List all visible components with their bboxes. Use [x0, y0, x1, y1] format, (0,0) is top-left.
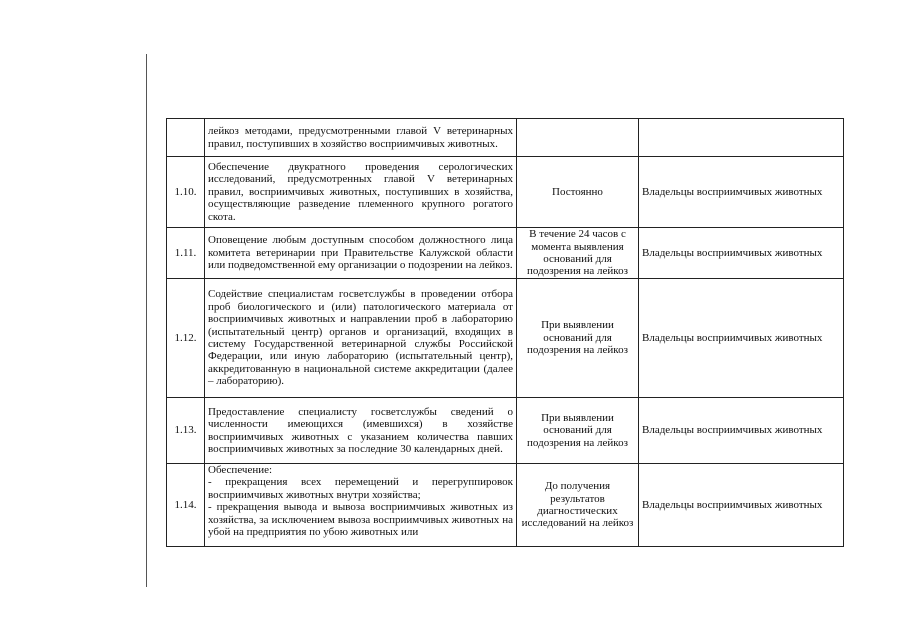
measure-line: - прекращения вывода и вывоза восприимчивых животных из хозяйства, за исключением вывоза восприимчивых животных на убой на предприятия по убою животных или: [208, 501, 513, 539]
responsible-text: Владельцы восприимчивых животных: [639, 464, 844, 547]
term-text: В течение 24 часов с момента выявления оснований для подозрения на лейкоз: [517, 228, 639, 279]
row-number: [167, 119, 205, 157]
term-text: [517, 119, 639, 157]
responsible-text: [639, 119, 844, 157]
measure-text: лейкоз методами, предусмотренными главой V ветеринарных правил, поступивших в хозяйство восприимчивых животных.: [205, 119, 517, 157]
row-number: 1.11.: [167, 228, 205, 279]
term-text: До получения результатов диагностических исследований на лейкоз: [517, 464, 639, 547]
term-text: При выявлении оснований для подозрения на лейкоз: [517, 398, 639, 464]
measure-text: [205, 464, 517, 547]
responsible-text: Владельцы восприимчивых животных: [639, 398, 844, 464]
measure-text: Обеспечение двукратного проведения серологических исследований, предусмотренных главой V ветеринарных правил, восприимчивых животных, поступивших в хозяйства, осуществляющие разведение племенного крупного рогатого скота.: [205, 157, 517, 228]
term-text: При выявлении оснований для подозрения на лейкоз: [517, 279, 639, 398]
responsible-text: Владельцы восприимчивых животных: [639, 157, 844, 228]
measure-text: Содействие специалистам госветслужбы в проведении отбора проб биологического и (или) патологического материала от восприимчивых животных и направлении проб в лабораторию (испытательный центр) органов и организаций, входящих в систему Государственной ветеринарной службы Российской Федерации, или иную лабораторию (испытательный центр), аккредитованную в национальной системе аккредитации (далее – лабораторию).: [205, 279, 517, 398]
measures-table: [166, 118, 844, 547]
table-row: [167, 157, 844, 228]
measure-line: Обеспечение:: [208, 464, 273, 476]
table-row: [167, 228, 844, 279]
table-row: [167, 119, 844, 157]
left-margin-line: [146, 54, 147, 587]
table-row: [167, 464, 844, 547]
measure-text: Предоставление специалисту госветслужбы сведений о численности имеющихся (имевшихся) в хозяйстве восприимчивых животных с указанием количества павших восприимчивых животных за последние 30 календарных дней.: [205, 398, 517, 464]
table-row: [167, 398, 844, 464]
responsible-text: Владельцы восприимчивых животных: [639, 279, 844, 398]
responsible-text: Владельцы восприимчивых животных: [639, 228, 844, 279]
row-number: 1.14.: [167, 464, 205, 547]
measure-text: Оповещение любым доступным способом должностного лица комитета ветеринарии при Правительстве Калужской области или подведомственной ему организации о подозрении на лейкоз.: [205, 228, 517, 279]
term-text: Постоянно: [517, 157, 639, 228]
row-number: 1.13.: [167, 398, 205, 464]
table-row: [167, 279, 844, 398]
measure-line: - прекращения всех перемещений и перегруппировок восприимчивых животных внутри хозяйства;: [208, 476, 513, 501]
row-number: 1.10.: [167, 157, 205, 228]
row-number: 1.12.: [167, 279, 205, 398]
